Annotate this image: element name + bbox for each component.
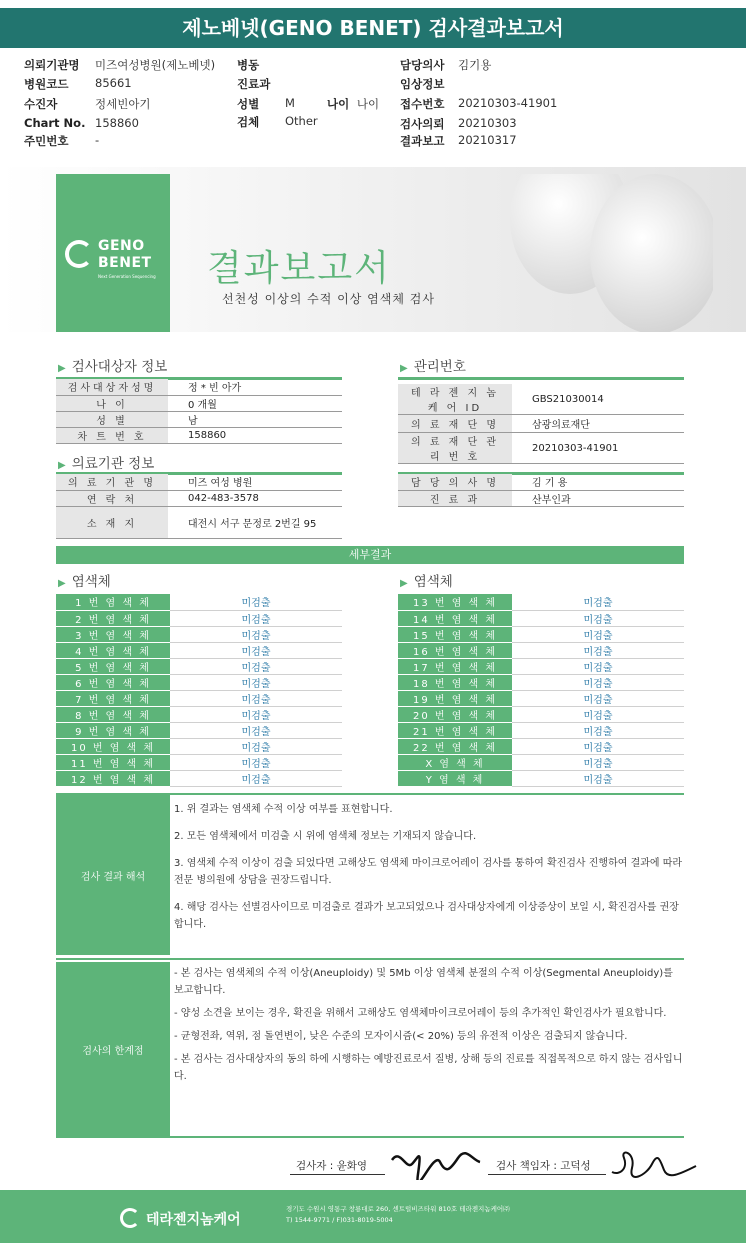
- info-label: 의 료 재 단 관 리 번 호: [398, 433, 512, 464]
- supervisor-name: 검사 책임자 : 고덕성: [496, 1160, 591, 1172]
- limitation-item: - 본 검사는 염색체의 수적 이상(Aneuploidy) 및 5Mb 이상 염색체 분절의 수적 이상(Segmental Aneuploidy)를 보고합니다.: [174, 968, 673, 996]
- chromosome-row: [398, 754, 684, 770]
- chromosome-row: [56, 754, 342, 770]
- header-field-label: 수진자: [24, 97, 58, 111]
- chromosome-heading-left: ▶ 염색체: [58, 574, 111, 590]
- chromosome-label: 22 번 염 색 체: [398, 738, 512, 754]
- chromosome-row: [398, 722, 684, 738]
- header-field-label: 진료과: [237, 77, 271, 91]
- chromosome-label: 18 번 염 색 체: [398, 674, 512, 690]
- info-label: 나 이: [56, 395, 168, 411]
- header-field-label: 의뢰기관명: [24, 58, 80, 72]
- chromosome-table-left: [56, 594, 342, 787]
- header-field-label: 병원코드: [24, 77, 69, 91]
- header-field-value: 정세빈아기: [95, 97, 151, 111]
- chromosome-result: 미검출: [512, 594, 684, 610]
- chromosome-label: 19 번 염 색 체: [398, 690, 512, 706]
- chromosome-label: 7 번 염 색 체: [56, 690, 170, 706]
- chromosome-label: 5 번 염 색 체: [56, 658, 170, 674]
- triangle-icon: ▶: [400, 363, 408, 374]
- footer-logo: 테라젠지놈케어: [146, 1212, 241, 1228]
- chromosome-result: 미검출: [170, 738, 342, 754]
- chromosome-label: Y 염 색 체: [398, 770, 512, 786]
- triangle-icon: ▶: [58, 460, 66, 471]
- chromosome-label: 11 번 염 색 체: [56, 754, 170, 770]
- chromosome-label: 4 번 염 색 체: [56, 642, 170, 658]
- chromosome-label: X 염 색 체: [398, 754, 512, 770]
- header-field-label: 접수번호: [400, 97, 445, 111]
- header-field-label: 검체: [237, 115, 260, 129]
- info-value: 정 * 빈 아가: [168, 379, 342, 395]
- info-label: 담 당 의 사 명: [398, 474, 512, 490]
- info-label: 성 별: [56, 411, 168, 427]
- chromosome-result: 미검출: [512, 690, 684, 706]
- institution-heading: ▶ 의료기관 정보: [58, 456, 155, 472]
- header-field-label: 주민번호: [24, 134, 69, 148]
- chromosome-result: 미검출: [512, 610, 684, 626]
- info-row: [56, 395, 342, 411]
- info-row: [56, 474, 342, 490]
- chromosome-label: 21 번 염 색 체: [398, 722, 512, 738]
- header-field: [237, 114, 318, 130]
- info-label: 의 료 재 단 명: [398, 415, 512, 433]
- info-value: 김 기 용: [512, 474, 684, 490]
- chromosome-row: [56, 626, 342, 642]
- chromosome-result: 미검출: [512, 738, 684, 754]
- details-bar: 세부결과: [56, 546, 684, 564]
- chromosome-result: 미검출: [512, 722, 684, 738]
- info-row: [398, 415, 684, 433]
- chromosome-result: 미검출: [170, 722, 342, 738]
- chromosome-row: [398, 610, 684, 626]
- info-row: [56, 490, 342, 506]
- info-row: [398, 433, 684, 464]
- chromosome-label: 13 번 염 색 체: [398, 594, 512, 610]
- info-value: 남: [168, 411, 342, 427]
- header-field-label: 검사의뢰: [400, 117, 445, 131]
- chromosome-label: 8 번 염 색 체: [56, 706, 170, 722]
- header-field: [237, 76, 270, 92]
- header-field: [24, 116, 139, 130]
- examiner-name: 검사자 : 윤화영: [296, 1160, 368, 1172]
- limitations-text: [174, 965, 684, 1091]
- chromosome-result: 미검출: [512, 770, 684, 786]
- chromosome-label: 12 번 염 색 체: [56, 770, 170, 786]
- info-row: [398, 474, 684, 490]
- chromosome-row: [56, 706, 342, 722]
- chromosome-label: 15 번 염 색 체: [398, 626, 512, 642]
- chromosome-row: [398, 658, 684, 674]
- chromosome-label: 2 번 염 색 체: [56, 610, 170, 626]
- examiner-signature: [388, 1140, 483, 1180]
- info-row: [398, 384, 684, 415]
- limitations-label: 검사의 한계점: [56, 962, 170, 1136]
- info-value: 산부인과: [512, 490, 684, 506]
- header-field-value: 158860: [95, 116, 139, 130]
- chromosome-label: 6 번 염 색 체: [56, 674, 170, 690]
- interpretation-text: [174, 801, 684, 943]
- institution-table: [56, 474, 342, 539]
- chromosome-result: 미검출: [170, 674, 342, 690]
- chromosome-row: [56, 674, 342, 690]
- chromosome-label: 20 번 염 색 체: [398, 706, 512, 722]
- info-value: 삼광의료재단: [512, 415, 684, 433]
- info-row: [56, 427, 342, 443]
- chromosome-label: 14 번 염 색 체: [398, 610, 512, 626]
- chromosome-result: 미검출: [512, 706, 684, 722]
- info-value: 158860: [168, 427, 342, 443]
- chromosome-row: [56, 770, 342, 786]
- banner-title: 결과보고서: [207, 248, 391, 289]
- chromosome-label: 3 번 염 색 체: [56, 626, 170, 642]
- divider: [56, 1136, 684, 1138]
- triangle-icon: ▶: [400, 578, 408, 589]
- chromosome-row: [398, 626, 684, 642]
- chromosome-label: 9 번 염 색 체: [56, 722, 170, 738]
- info-row: [398, 490, 684, 506]
- header-field-label: Chart No.: [24, 116, 86, 130]
- header-field-label: 병동: [237, 58, 260, 72]
- institution-right-table: [398, 474, 684, 507]
- divider: [290, 1174, 385, 1175]
- header-field: [400, 133, 517, 149]
- info-row: [56, 379, 342, 395]
- chromosome-result: 미검출: [170, 754, 342, 770]
- header-field-value: Other: [285, 114, 318, 128]
- limitation-item: - 균형전좌, 역위, 점 돌연변이, 낮은 수준의 모자이시즘(< 20%) 등의 유전적 이상은 검출되지 않습니다.: [174, 1031, 628, 1042]
- info-row: [56, 506, 342, 538]
- management-heading: ▶ 관리번호: [400, 359, 466, 375]
- chromosome-row: [56, 594, 342, 610]
- header-field-value: 20210303: [458, 116, 517, 130]
- chromosome-row: [398, 690, 684, 706]
- chromosome-row: [398, 770, 684, 786]
- header-field-value: M: [285, 96, 295, 110]
- header-field-label: 담당의사: [400, 58, 445, 72]
- triangle-icon: ▶: [58, 578, 66, 589]
- divider: [398, 377, 684, 380]
- divider: [56, 958, 684, 960]
- header-field: [24, 57, 216, 73]
- banner-subtitle: 선천성 이상의 수적 이상 염색체 검사: [222, 292, 435, 306]
- chromosome-result: 미검출: [170, 610, 342, 626]
- header-field: [400, 57, 492, 73]
- chromosome-result: 미검출: [512, 626, 684, 642]
- subject-heading: ▶ 검사대상자 정보: [58, 359, 168, 375]
- logo-g-icon: [65, 240, 93, 268]
- genobenet-logo: GENO BENET Next Generation Sequencing: [56, 174, 170, 332]
- header-age: [327, 96, 379, 112]
- header-age-value: 나이: [356, 97, 380, 111]
- header-field-value: 85661: [95, 76, 132, 90]
- chromosome-result: 미검출: [512, 754, 684, 770]
- chromosome-result: 미검출: [170, 690, 342, 706]
- info-label: 차 트 번 호: [56, 427, 168, 443]
- header-field-label: 결과보고: [400, 134, 445, 148]
- header-field-value: 김기용: [458, 58, 492, 72]
- chromosome-result: 미검출: [170, 642, 342, 658]
- header-field: [237, 96, 295, 112]
- chromosome-row: [56, 658, 342, 674]
- chromosome-row: [398, 594, 684, 610]
- chromosome-row: [398, 706, 684, 722]
- header-field: [400, 116, 517, 132]
- chromosome-result: 미검출: [512, 642, 684, 658]
- info-label: 연 락 처: [56, 490, 168, 506]
- limitation-item: - 양성 소견을 보이는 경우, 확진을 위해서 고해상도 염색체마이크로어레이 등의 추가적인 확인검사가 필요합니다.: [174, 1008, 667, 1019]
- info-value: 대전시 서구 문정로 2번길 95: [168, 506, 342, 538]
- chromosome-result: 미검출: [170, 658, 342, 674]
- chromosome-row: [398, 674, 684, 690]
- chromosome-row: [398, 738, 684, 754]
- header-field: [400, 76, 444, 92]
- header-field-value: -: [95, 133, 100, 147]
- chromosome-row: [56, 642, 342, 658]
- report-title: 제노베넷(GENO BENET) 검사결과보고서: [0, 8, 746, 48]
- info-value: 042-483-3578: [168, 490, 342, 506]
- header-field: [400, 96, 558, 112]
- chromosome-label: 17 번 염 색 체: [398, 658, 512, 674]
- header-field-label: 성별: [237, 97, 260, 111]
- info-row: [56, 411, 342, 427]
- chromosome-result: 미검출: [170, 626, 342, 642]
- management-table: [398, 384, 684, 464]
- header-field-value: 20210303-41901: [458, 96, 558, 110]
- chromosome-result: 미검출: [512, 674, 684, 690]
- chromosome-label: 16 번 염 색 체: [398, 642, 512, 658]
- chromosome-label: 10 번 염 색 체: [56, 738, 170, 754]
- interpretation-item: 3. 염색체 수적 이상이 검출 되었다면 고해상도 염색체 마이크로어레이 검사를 통하여 확진검사 진행하여 결과에 따라 전문 병의원에 상담을 권장드립니다.: [174, 858, 683, 886]
- chromosome-table-right: [398, 594, 684, 787]
- chromosome-row: [56, 690, 342, 706]
- chromosome-row: [56, 738, 342, 754]
- chromosome-result: 미검출: [170, 594, 342, 610]
- chromosome-heading-right: ▶ 염색체: [400, 574, 453, 590]
- chromosome-result: 미검출: [170, 706, 342, 722]
- footer-address: 경기도 수원시 영통구 창룡대로 260, 센트럴비즈타워 810호 테라젠지놈케어㈜ T) 1544-9771 / F)031-8019-5004: [286, 1205, 510, 1224]
- chromosome-row: [56, 610, 342, 626]
- chromosome-row: [56, 722, 342, 738]
- divider: [488, 1174, 606, 1175]
- header-field: [24, 76, 132, 92]
- header-field-value: 20210317: [458, 133, 517, 147]
- chromosome-result: 미검출: [512, 658, 684, 674]
- header-field: [24, 133, 100, 149]
- header-age-label: 나이: [327, 97, 350, 111]
- baby-feet-image: [440, 174, 713, 332]
- supervisor-signature: [606, 1146, 701, 1182]
- triangle-icon: ▶: [58, 363, 66, 374]
- info-label: 테 라 젠 지 놈 케 어 ID: [398, 384, 512, 415]
- limitation-item: - 본 검사는 검사대상자의 동의 하에 시행하는 예방진료로서 질병, 상해 등의 진료를 직접목적으로 하지 않는 검사입니다.: [174, 1054, 683, 1082]
- info-label: 진 료 과: [398, 490, 512, 506]
- interpretation-item: 4. 해당 검사는 선별검사이므로 미검출로 결과가 보고되었으나 검사대상자에게 이상증상이 보일 시, 확진검사를 권장합니다.: [174, 902, 679, 930]
- info-label: 의 료 기 관 명: [56, 474, 168, 490]
- info-value: GBS21030014: [512, 384, 684, 415]
- subject-table: [56, 379, 342, 444]
- info-value: 미즈 여성 병원: [168, 474, 342, 490]
- chromosome-result: 미검출: [170, 770, 342, 786]
- footer: [0, 1190, 746, 1243]
- interpretation-item: 2. 모든 염색체에서 미검출 시 위에 염색체 정보는 기재되지 않습니다.: [174, 831, 477, 842]
- info-label: 소 재 지: [56, 506, 168, 538]
- header-field: [24, 96, 151, 112]
- chromosome-row: [398, 642, 684, 658]
- header-field-label: 임상정보: [400, 77, 445, 91]
- info-value: 20210303-41901: [512, 433, 684, 464]
- interpretation-item: 1. 위 결과는 염색체 수적 이상 여부를 표현합니다.: [174, 804, 393, 815]
- info-label: 검사대상자성명: [56, 379, 168, 395]
- header-field-value: 미즈여성병원(제노베넷): [95, 58, 216, 72]
- chromosome-label: 1 번 염 색 체: [56, 594, 170, 610]
- interpretation-label: 검사 결과 해석: [56, 795, 170, 955]
- header-field: [237, 57, 259, 73]
- info-value: 0 개월: [168, 395, 342, 411]
- terragen-logo-icon: [120, 1208, 140, 1228]
